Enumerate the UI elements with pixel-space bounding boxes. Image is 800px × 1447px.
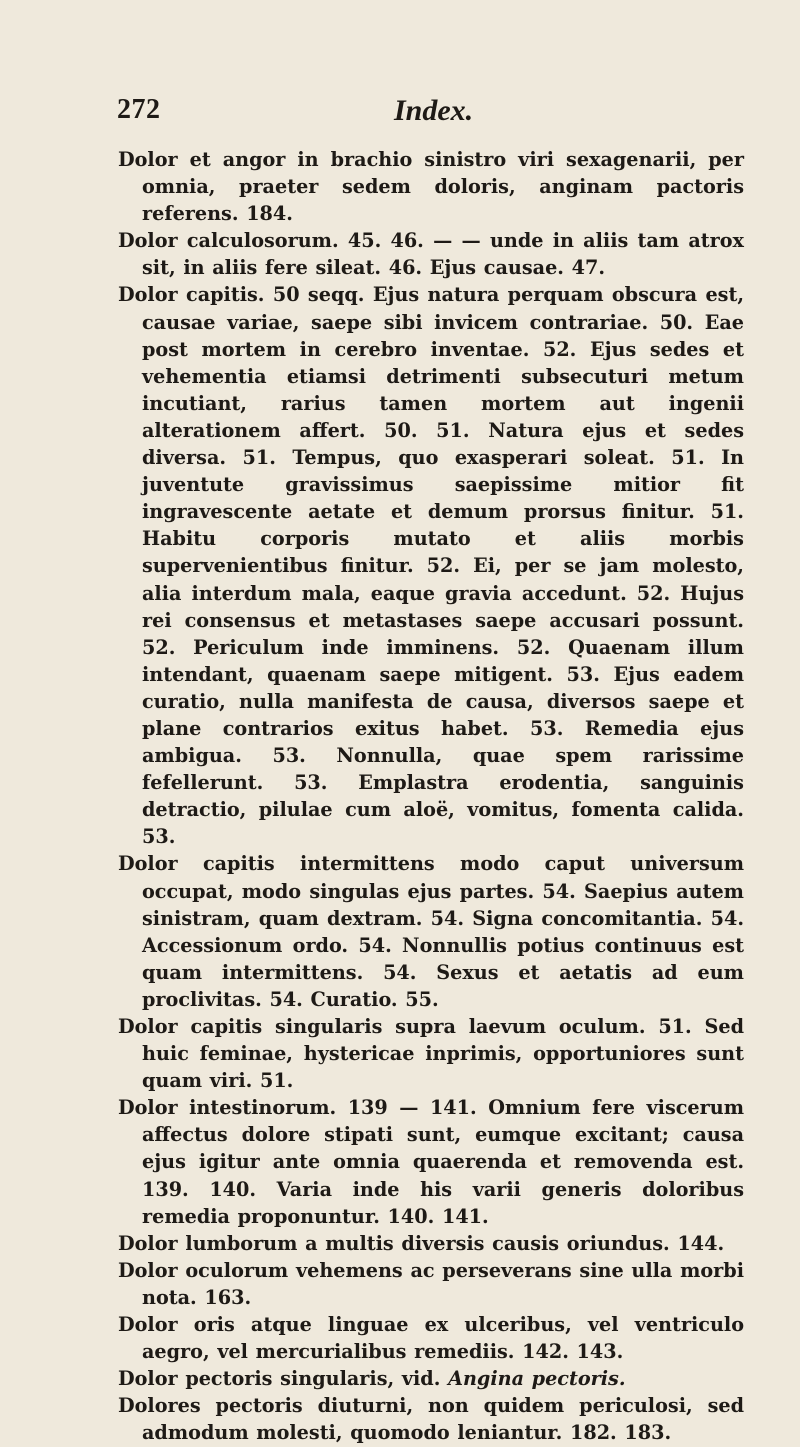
cross-reference: Angina pectoris. bbox=[448, 1367, 626, 1391]
index-entry: Dolor oculorum vehemens ac perseverans sine ulla morbi nota. 163. bbox=[118, 1258, 744, 1309]
index-entry: Dolor intestinorum. 139 — 141. Omnium fere viscerum affectus dolore stipati sunt, eumque excitant; causa ejus igitur ante omnia quaerenda et removenda est. 139. 140. Varia inde his varii generis doloribus remedia proponuntur. 140. 141. bbox=[118, 1096, 744, 1228]
index-entry: Dolor lumborum a multis diversis causis oriundus. 144. bbox=[118, 1231, 725, 1255]
page-number: 272 bbox=[117, 94, 161, 125]
index-entry-cross-reference bbox=[118, 1365, 744, 1392]
index-entry: Dolor oris atque linguae ex ulceribus, vel ventriculo aegro, vel mercurialibus remediis. 142. 143. bbox=[118, 1313, 744, 1364]
index-entry: Dolor capitis singularis supra laevum oculum. 51. Sed huic feminae, hystericae inprimis, opportuniores sunt quam viri. 51. bbox=[118, 1015, 744, 1093]
index-entry: Dolores pectoris diuturni, non quidem periculosi, sed admodum molesti, quomodo leniantur. 182. 183. bbox=[118, 1394, 744, 1445]
index-entries bbox=[118, 146, 744, 1447]
index-entry: Dolor calculosorum. 45. 46. — — unde in aliis tam atrox sit, in aliis fere sileat. 46. Ejus causae. 47. bbox=[118, 229, 744, 280]
index-entry: Dolor capitis. 50 seqq. Ejus natura perquam obscura est, causae variae, saepe sibi invicem contrariae. 50. Eae post mortem in cerebro inventae. 52. Ejus sedes et vehementia etiamsi detrimenti subsecuturi metum incutiant, rarius tamen mortem aut ingenii alterationem affert. 50. 51. Natura ejus et sedes diversa. 51. Tempus, quo exasperari soleat. 51. In juventute gravissimus saepissime mitior fit ingravescente aetate et demum prorsus finitur. 51. Habitu corporis mutato et aliis morbis supervenientibus finitur. 52. Ei, per se jam molesto, alia interdum mala, eaque gravia accedunt. 52. Hujus rei consensus et metastases saepe accusari possunt. 52. Periculum inde imminens. 52. Quaenam illum intendant, quaenam saepe mitigent. 53. Ejus eadem curatio, nulla manifesta de causa, diversos saepe et plane contrarios exitus habet. 53. Remedia ejus ambigua. 53. Nonnulla, quae spem rarissime fefellerunt. 53. Emplastra erodentia, sanguinis detractio, pilulae cum aloë, vomitus, fomenta calida. 53. bbox=[118, 283, 744, 849]
index-entry: Dolor et angor in brachio sinistro viri sexagenarii, per omnia, praeter sedem doloris, anginam pactoris referens. 184. bbox=[118, 148, 744, 226]
entry-text: Dolor pectoris singularis, vid. bbox=[118, 1367, 449, 1391]
page-title: Index. bbox=[394, 94, 474, 127]
index-entry: Dolor capitis intermittens modo caput universum occupat, modo singulas ejus partes. 54. Saepius autem sinistram, quam dextram. 54. Signa concomitantia. 54. Accessionum ordo. 54. Nonnullis potius continuus est quam intermittens. 54. Sexus et aetatis ad eum proclivitas. 54. Curatio. 55. bbox=[118, 852, 744, 1011]
running-head bbox=[92, 94, 744, 134]
